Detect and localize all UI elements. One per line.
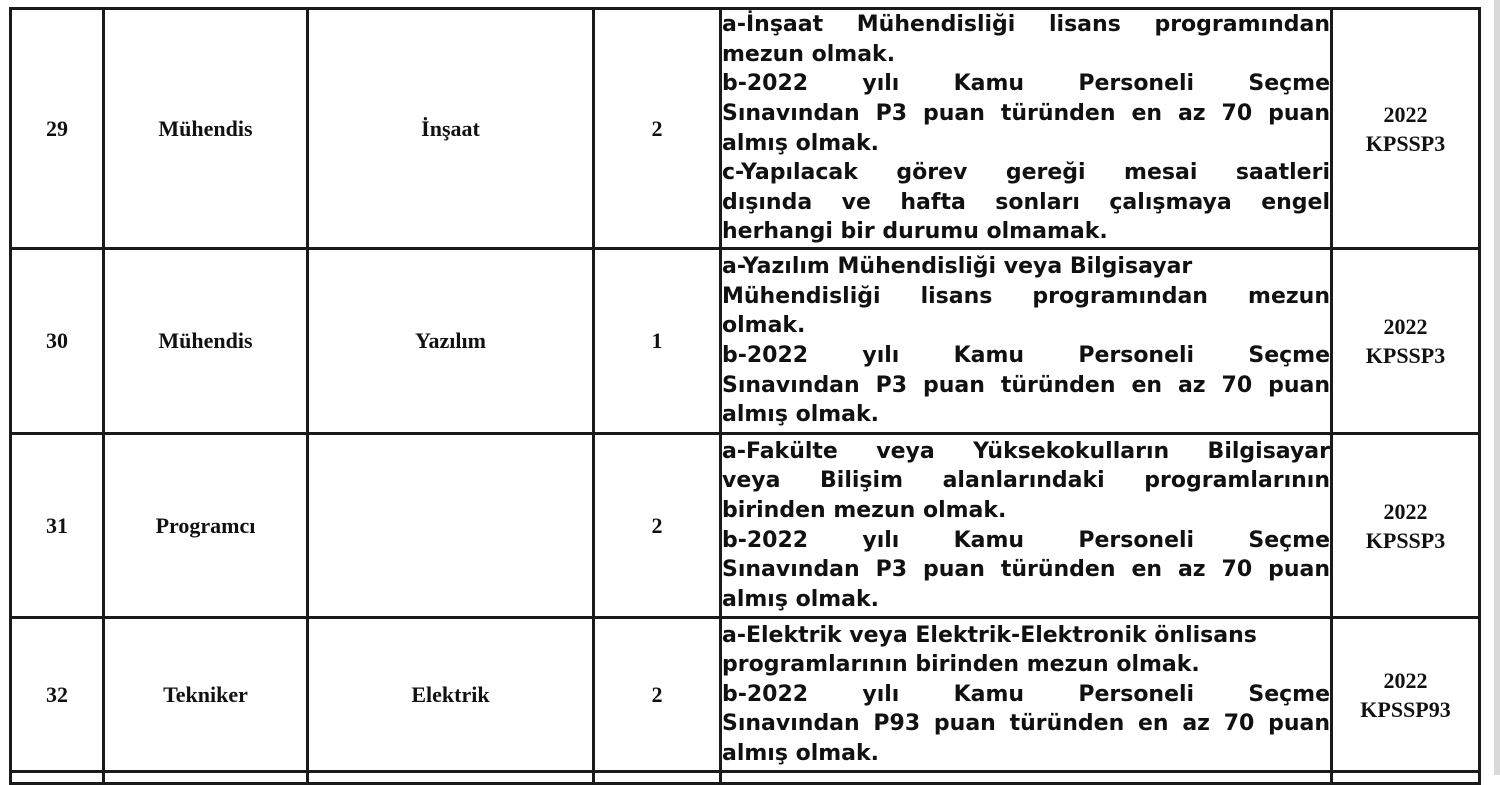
- table-row: [11, 9, 1480, 249]
- row-number: 32: [11, 618, 104, 772]
- requirement-line: olmak.: [722, 313, 806, 339]
- position-title: Tekniker: [104, 618, 308, 772]
- exam-cell: [1332, 249, 1480, 434]
- requirement-line: Mühendisliği lisans programından mezun: [722, 283, 1330, 309]
- exam-type: KPSSP93: [1360, 696, 1451, 722]
- requirement-line: Sınavından P93 puan türünden en az 70 puan: [722, 711, 1330, 737]
- position-field: Yazılım: [308, 249, 594, 434]
- requirement-line: a-Yazılım Mühendisliği veya Bilgisayar: [722, 254, 1193, 280]
- position-field: Elektrik: [308, 618, 594, 772]
- position-count: 2: [594, 618, 721, 772]
- requirements-cell: [721, 618, 1332, 772]
- empty-cell: [594, 772, 721, 784]
- requirement-line: b-2022 yılı Kamu Personeli Seçme: [722, 681, 1330, 707]
- exam-year: 2022: [1383, 667, 1428, 693]
- requirement-line: a-İnşaat Mühendisliği lisans programından: [722, 12, 1330, 38]
- row-number: 29: [11, 9, 104, 249]
- table-row: [11, 618, 1480, 772]
- exam-cell: [1332, 434, 1480, 618]
- position-field: İnşaat: [308, 9, 594, 249]
- position-count: 2: [594, 9, 721, 249]
- row-number: 31: [11, 434, 104, 618]
- exam-year: 2022: [1383, 498, 1428, 524]
- table-row: [11, 434, 1480, 618]
- position-title: Mühendis: [104, 9, 308, 249]
- table-row-partial: [11, 772, 1480, 784]
- row-number: 30: [11, 249, 104, 434]
- empty-cell: [1332, 772, 1480, 784]
- empty-cell: [721, 772, 1332, 784]
- position-count: 1: [594, 249, 721, 434]
- exam-year: 2022: [1383, 101, 1428, 127]
- exam-year: 2022: [1383, 314, 1428, 339]
- requirements-cell: [721, 434, 1332, 618]
- requirement-line: b-2022 yılı Kamu Personeli Seçme: [722, 527, 1330, 553]
- position-count: 2: [594, 434, 721, 618]
- positions-table: [9, 7, 1481, 785]
- requirement-line: almış olmak.: [722, 740, 880, 766]
- requirement-line: dışında ve hafta sonları çalışmaya engel: [722, 189, 1330, 215]
- requirement-line: herhangi bir durumu olmamak.: [722, 219, 1108, 245]
- requirement-line: almış olmak.: [722, 130, 880, 156]
- requirement-line: programlarının birinden mezun olmak.: [722, 652, 1200, 678]
- requirements-cell: [721, 9, 1332, 249]
- requirement-line: c-Yapılacak görev gereği mesai saatleri: [722, 160, 1330, 186]
- exam-type: KPSSP3: [1365, 527, 1446, 553]
- requirement-line: a-Elektrik veya Elektrik-Elektronik önlisans: [722, 622, 1257, 648]
- requirement-line: b-2022 yılı Kamu Personeli Seçme: [722, 343, 1330, 368]
- position-field: [308, 434, 594, 618]
- requirement-line: Sınavından P3 puan türünden en az 70 puan: [722, 557, 1330, 583]
- position-title: Mühendis: [104, 249, 308, 434]
- requirement-line: a-Fakülte veya Yüksekokulların Bilgisayar: [722, 438, 1330, 464]
- empty-cell: [11, 772, 104, 784]
- exam-cell: [1332, 9, 1480, 249]
- requirement-line: Sınavından P3 puan türünden en az 70 puan: [722, 372, 1330, 398]
- empty-cell: [308, 772, 594, 784]
- requirement-line: b-2022 yılı Kamu Personeli Seçme: [722, 71, 1330, 97]
- requirement-line: almış olmak.: [722, 402, 880, 428]
- empty-cell: [104, 772, 308, 784]
- exam-type: KPSSP3: [1365, 343, 1446, 368]
- requirement-line: almış olmak.: [722, 586, 880, 612]
- exam-cell: [1332, 618, 1480, 772]
- requirements-cell: [721, 249, 1332, 434]
- requirement-line: birinden mezun olmak.: [722, 497, 1007, 523]
- requirement-line: veya Bilişim alanlarındaki programlarının: [722, 468, 1330, 494]
- scroll-edge: [1494, 0, 1500, 775]
- requirement-line: mezun olmak.: [722, 41, 896, 67]
- table-row: [11, 249, 1480, 434]
- position-title: Programcı: [104, 434, 308, 618]
- exam-type: KPSSP3: [1365, 130, 1446, 156]
- requirement-line: Sınavından P3 puan türünden en az 70 puan: [722, 100, 1330, 126]
